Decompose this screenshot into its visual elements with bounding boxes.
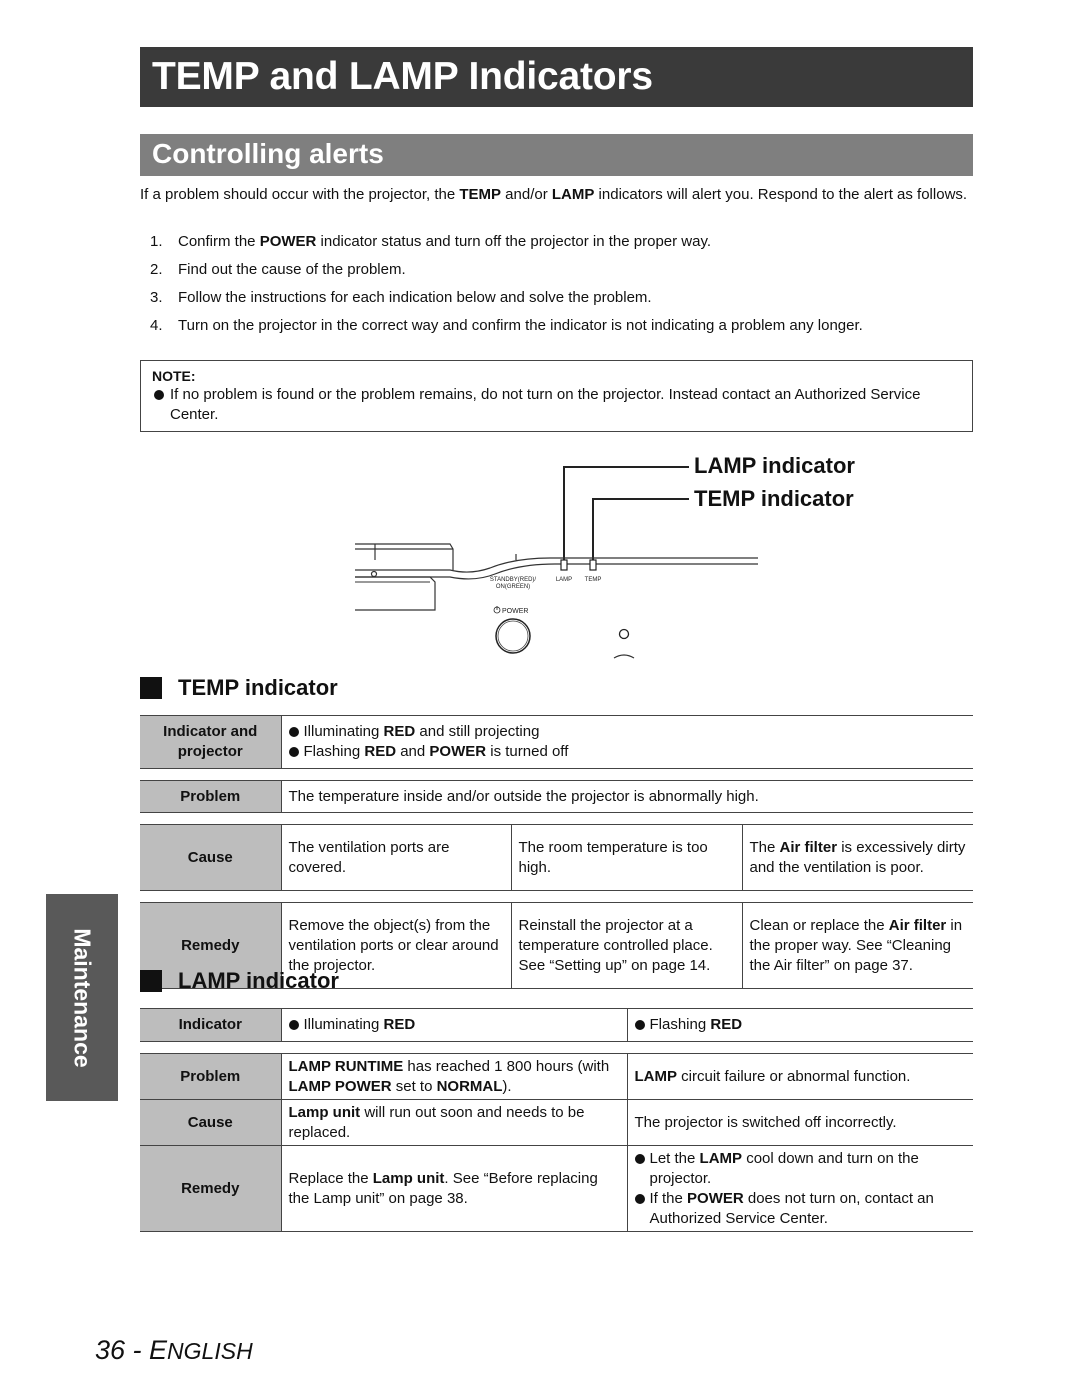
table-label-cell: Problem xyxy=(140,781,281,813)
temp-small-label: TEMP xyxy=(584,577,602,583)
table-row xyxy=(140,825,973,891)
title-bar xyxy=(140,47,973,107)
temp-indicator-table xyxy=(140,715,973,989)
table-row xyxy=(140,716,973,769)
standby-label: STANDBY(RED)/ xyxy=(489,577,537,583)
lamp-indicator-callout: LAMP indicator xyxy=(694,453,855,478)
table-label-cell: Remedy xyxy=(140,1146,281,1232)
table-cell: The Air filter is excessively dirty and the ventilation is poor. xyxy=(742,825,973,891)
table-row xyxy=(140,1054,973,1100)
bullet-icon xyxy=(635,1194,645,1204)
temp-section-heading: TEMP indicator xyxy=(140,675,338,701)
indicator-diagram xyxy=(350,450,890,665)
table-row xyxy=(140,781,973,813)
table-cell: LAMP RUNTIME has reached 1 800 hours (with LAMP POWER set to NORMAL). xyxy=(281,1054,627,1100)
temp-indicator-callout: TEMP indicator xyxy=(694,486,854,511)
table-cell: The room temperature is too high. xyxy=(511,825,742,891)
steps-list xyxy=(150,232,980,344)
table-label-cell: Cause xyxy=(140,1100,281,1146)
table-cell: The projector is switched off incorrectly. xyxy=(627,1100,973,1146)
table-label-cell: Problem xyxy=(140,1054,281,1100)
section-title: Controlling alerts xyxy=(152,138,384,169)
bullet-icon xyxy=(635,1020,645,1030)
table-cell: Lamp unit will run out soon and needs to be replaced. xyxy=(281,1100,627,1146)
list-item: 1. Confirm the POWER indicator status and turn off the projector in the proper way. xyxy=(150,233,712,250)
table-row xyxy=(140,1009,973,1042)
note-box xyxy=(140,360,973,432)
page-title: TEMP and LAMP Indicators xyxy=(152,55,653,98)
table-row xyxy=(140,1100,973,1146)
table-cell: Replace the Lamp unit. See “Before replacing the Lamp unit” on page 38. xyxy=(281,1146,627,1232)
table-label-cell: Cause xyxy=(140,825,281,891)
page-footer: 36 - ENGLISH xyxy=(95,1335,253,1365)
note-title: NOTE: xyxy=(152,368,196,384)
list-item: 3. Follow the instructions for each indication below and solve the problem. xyxy=(150,289,652,306)
table-cell: Reinstall the projector at a temperature controlled place. See “Setting up” on page 14. xyxy=(511,903,742,989)
bullet-icon xyxy=(289,747,299,757)
table-cell: Clean or replace the Air filter in the proper way. See “Cleaning the Air filter” on page 37. xyxy=(742,903,973,989)
table-label-cell: Indicator and projector xyxy=(140,716,281,769)
table-cell: The temperature inside and/or outside the projector is abnormally high. xyxy=(281,781,973,813)
projector-illustration xyxy=(350,450,890,665)
maintenance-side-tab: Maintenance xyxy=(46,894,118,1101)
list-item: 4. Turn on the projector in the correct way and confirm the indicator is not indicating a problem any longer. xyxy=(150,317,863,334)
table-cell: Illuminating RED xyxy=(281,1009,627,1042)
table-cell: The ventilation ports are covered. xyxy=(281,825,511,891)
bullet-icon xyxy=(635,1154,645,1164)
bullet-icon xyxy=(289,727,299,737)
lamp-indicator-table xyxy=(140,1008,973,1232)
table-row xyxy=(140,1146,973,1232)
table-cell: Flashing RED xyxy=(627,1009,973,1042)
table-cell: Let the LAMP cool down and turn on the projector. If the POWER does not turn on, contact an Authorized Service Center. xyxy=(627,1146,973,1232)
table-label-cell: Remedy xyxy=(140,903,281,989)
table-cell: Illuminating RED and still projecting Flashing RED and POWER is turned off xyxy=(281,716,973,769)
list-item: 2. Find out the cause of the problem. xyxy=(150,261,406,278)
table-cell: LAMP circuit failure or abnormal function. xyxy=(627,1054,973,1100)
subtitle-bar xyxy=(140,134,973,176)
note-text: If no problem is found or the problem remains, do not turn on the projector. Instead contact an Authorized Service Center. xyxy=(170,386,921,423)
lamp-small-label: LAMP xyxy=(555,577,573,583)
bullet-icon xyxy=(289,1020,299,1030)
lamp-section-heading: LAMP indicator xyxy=(140,968,339,994)
square-bullet-icon xyxy=(140,970,162,992)
square-bullet-icon xyxy=(140,677,162,699)
table-cell: Remove the object(s) from the ventilation ports or clear around the projector. xyxy=(281,903,511,989)
bullet-icon xyxy=(154,390,164,400)
on-green-label: ON(GREEN) xyxy=(495,584,531,590)
table-label-cell: Indicator xyxy=(140,1009,281,1042)
power-label: POWER xyxy=(502,608,529,615)
intro-paragraph: If a problem should occur with the projector, the TEMP and/or LAMP indicators will alert you. Respond to the alert as follows. xyxy=(140,186,968,203)
